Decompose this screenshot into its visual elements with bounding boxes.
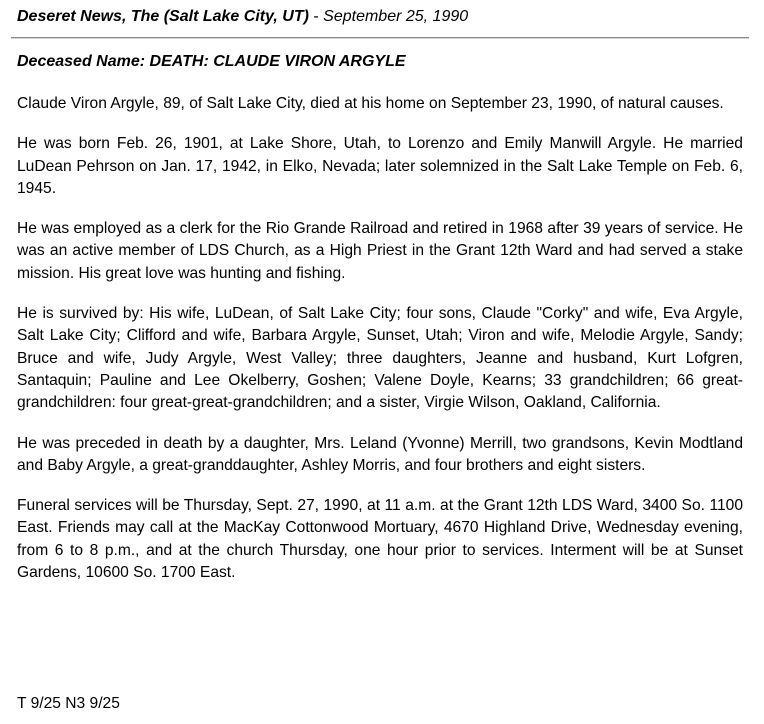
publication-header [17,7,468,27]
publication-source: Deseret News, The (Salt Lake City, UT) [17,8,309,25]
paragraph-funeral: Funeral services will be Thursday, Sept. 27, 1990, at 11 a.m. at the Grant 12th LDS Ward, 3400 So. 1100 East. Friends may call at the MacKay Cottonwood Mortuary, 4670 Highland Drive, Wednesday evening, from 6 to 8 p.m., and at the church Thursday, one hour prior to services. Interment will be at Sunset Gardens, 10600 So. 1700 East. [17,497,743,582]
paragraph-career: He was employed as a clerk for the Rio Grande Railroad and retired in 1968 after 39 years of service. He was an active member of LDS Church, as a High Priest in the Grant 12th Ward and had served a stake mission. His great love was hunting and fishing. [17,220,743,282]
publication-code: T 9/25 N3 9/25 [17,695,120,712]
paragraph-death-notice: Claude Viron Argyle, 89, of Salt Lake City, died at his home on September 23, 1990, of natural causes. [17,95,724,112]
obituary-title: Deceased Name: DEATH: CLAUDE VIRON ARGYLE [17,53,406,70]
publication-date: September 25, 1990 [323,8,469,25]
obituary-body [17,93,743,602]
header-divider [11,37,749,39]
paragraph-survivors: He is survived by: His wife, LuDean, of Salt Lake City; four sons, Claude "Corky" and wife, Eva Argyle, Salt Lake City; Clifford and wife, Barbara Argyle, Sunset, Utah; Viron and wife, Melodie Argyle, Sandy; Bruce and wife, Judy Argyle, West Valley; three daughters, Jeanne and husband, Kurt Lofgren, Santaquin; Pauline and Lee Okelberry, Goshen; Valene Doyle, Kearns; 33 grandchildren; 66 great-grandchildren: four great-great-grandchildren; and a sister, Virgie Wilson, Oakland, California. [17,305,743,412]
paragraph-birth-marriage: He was born Feb. 26, 1901, at Lake Shore, Utah, to Lorenzo and Emily Manwill Argyle. He married LuDean Pehrson on Jan. 17, 1942, in Elko, Nevada; later solemnized in the Salt Lake Temple on Feb. 6, 1945. [17,135,743,197]
paragraph-preceded: He was preceded in death by a daughter, Mrs. Leland (Yvonne) Merrill, two grandsons, Kevin Modtland and Baby Argyle, a great-granddaughter, Ashley Morris, and four brothers and eight sisters. [17,434,743,474]
header-separator: - [308,8,324,25]
